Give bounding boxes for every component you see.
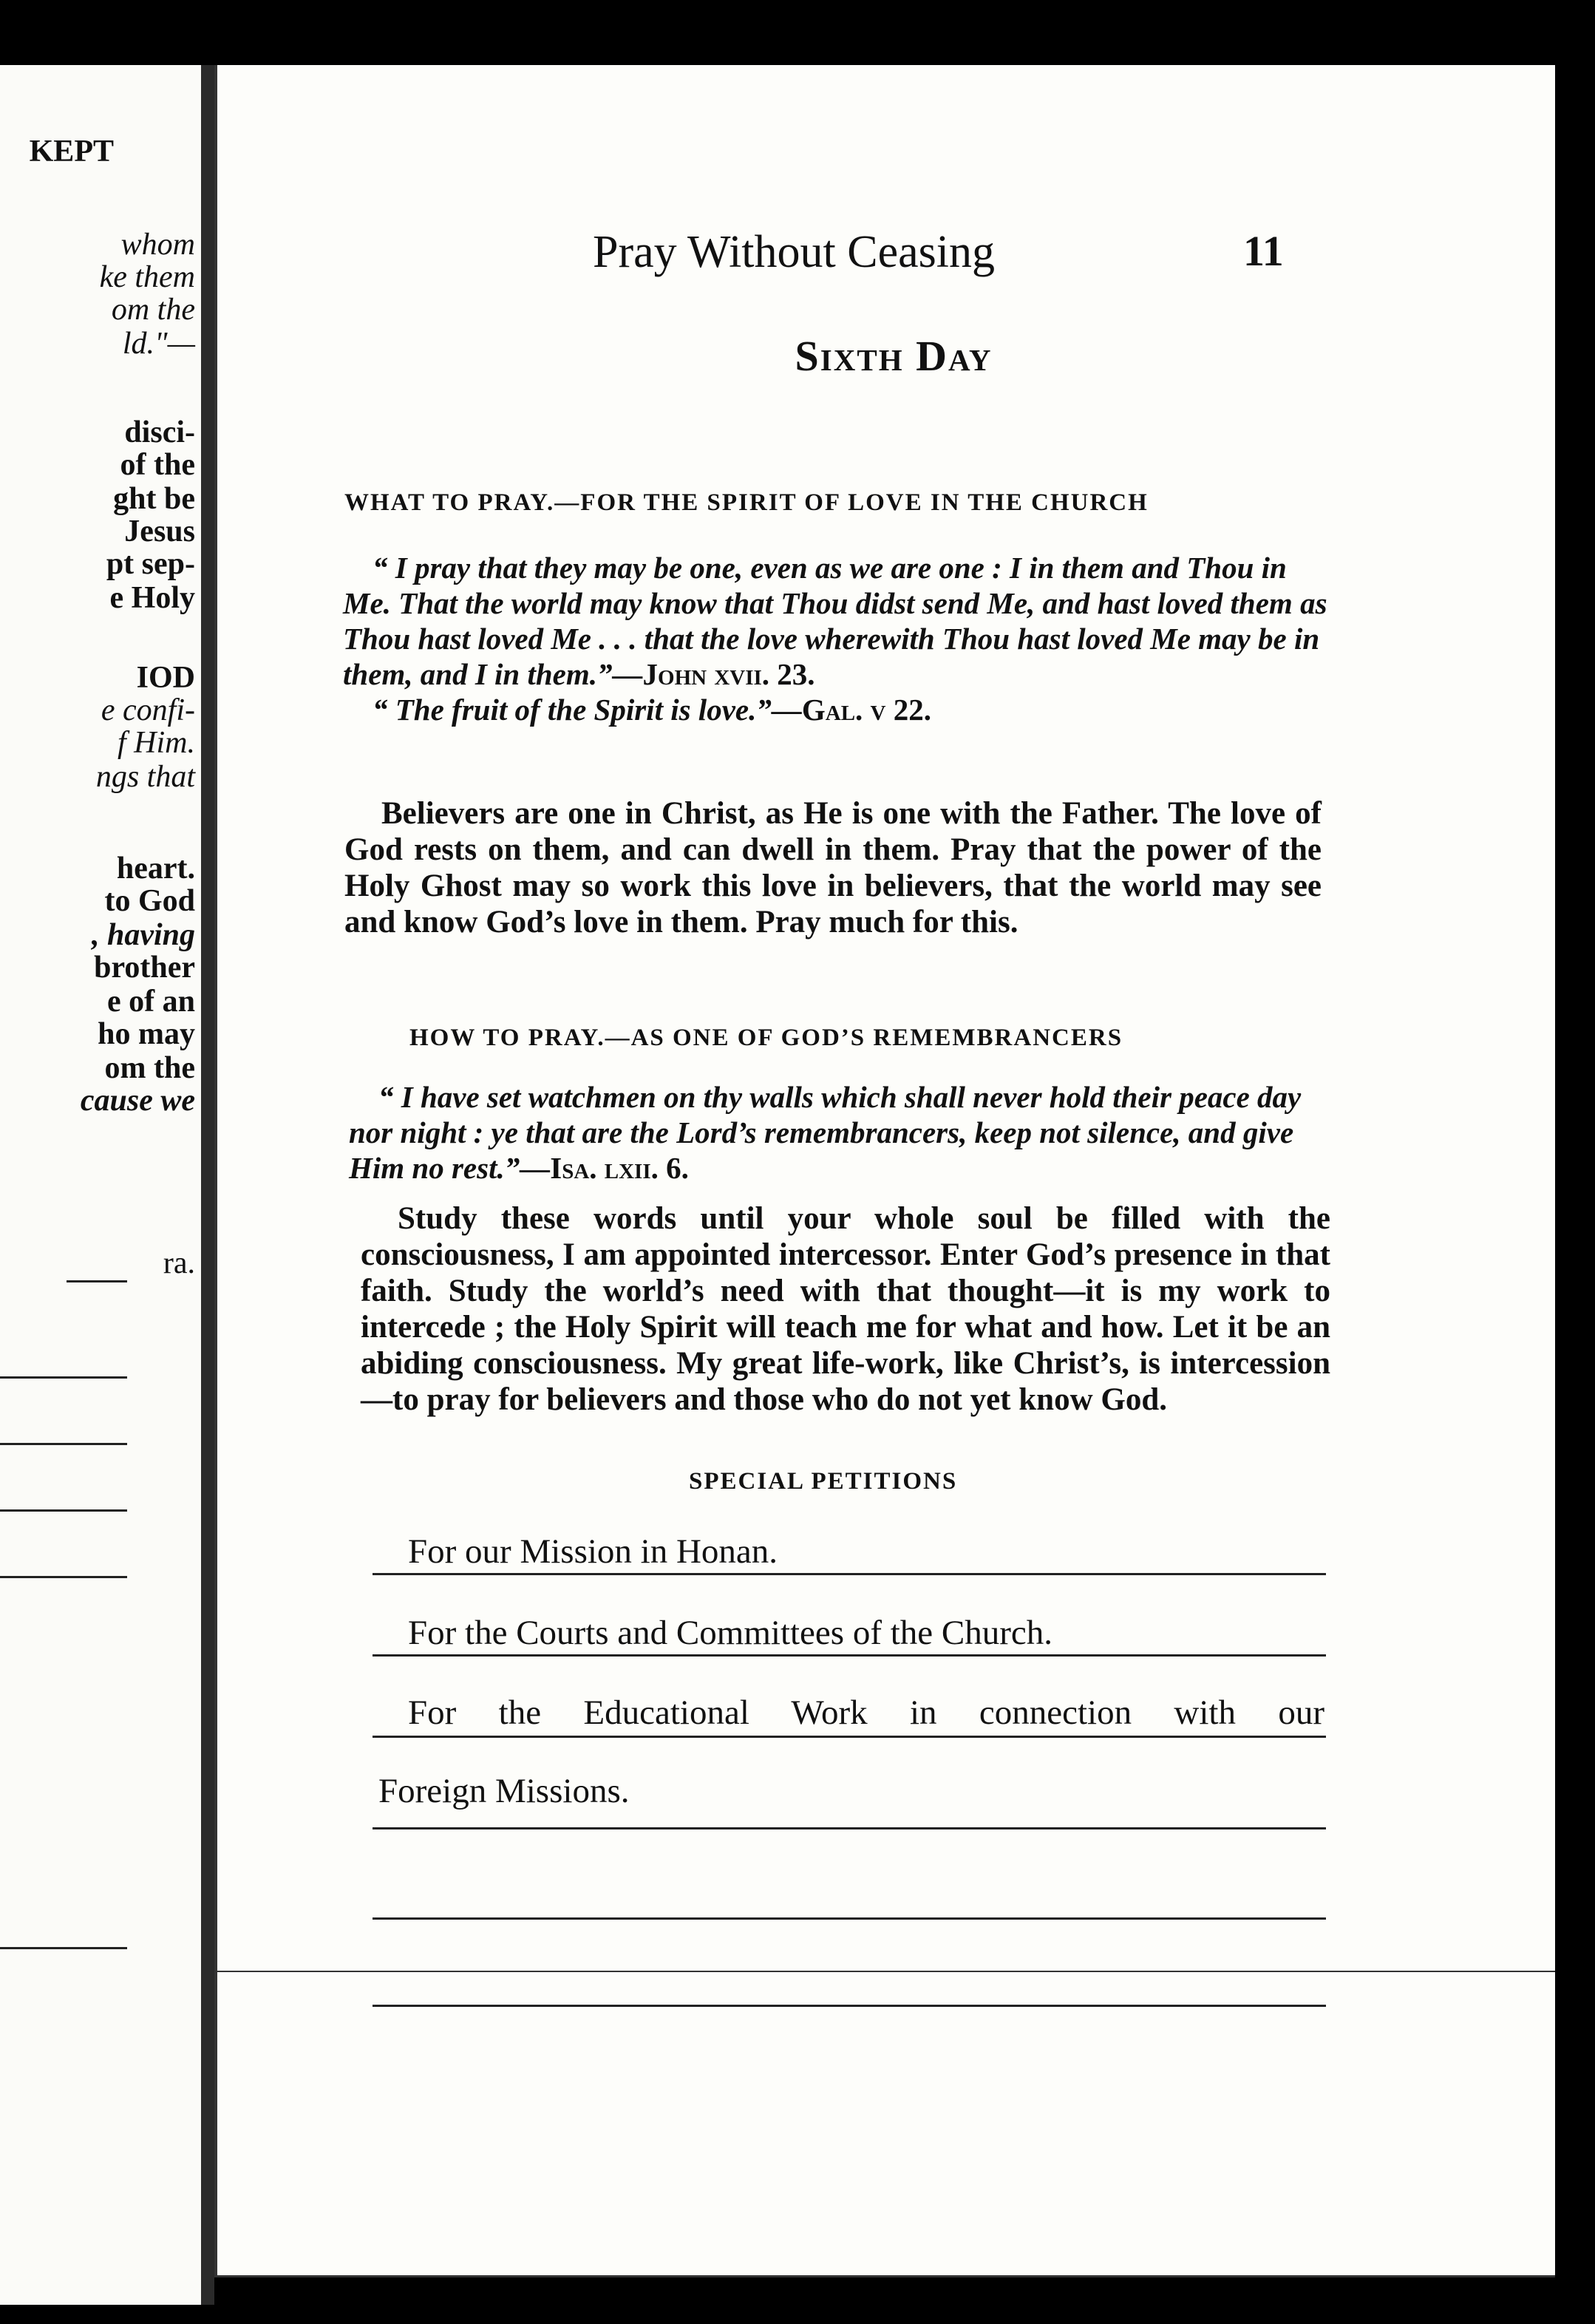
petition-write-line [373,1654,1326,1657]
fragment-line: om the [104,1051,195,1085]
scripture-reference: John xvii. 23. [642,657,815,691]
fragment-write-line [67,1280,127,1282]
fragment-write-line [0,1947,127,1949]
fragment-line: e Holy [109,581,195,615]
fragment-line: e of an [107,985,195,1019]
quote-text: “ I pray that they may be one, even as we are one : I in them and Thou in Me. That the world may know that Thou didst send Me, and hast loved them as Thou hast loved Me . . . that the love wherewith Thou hast loved Me may be in them, and I in them.”— [343,551,1327,691]
fragment-line: IOD [136,661,195,695]
scripture-quote-isaiah [349,1079,1347,1186]
fragment-write-line [0,1576,127,1578]
scripture-reference: Isa. lxii. 6. [550,1151,689,1185]
fragment-line: ngs that [95,760,195,794]
petition-line: For the Educational Work in connection with our [408,1693,1324,1732]
petition-write-line [373,1736,1326,1738]
book-gutter [201,65,214,2305]
fragment-line: e confi- [101,693,195,727]
quote-text: “ The fruit of the Spirit is love.”— [373,693,802,727]
fragment-line: of the [120,448,195,482]
fragment-line: om the [111,293,195,327]
page [214,65,1555,2277]
what-to-pray-body: Believers are one in Christ, as He is one with the Father. The love of God rests on them, and can dwell in them. Pray that the power of the Holy Ghost may so work this love in believers, that the world may see and know God’s love in them. Pray much for this. [344,796,1322,940]
fragment-line: heart. [116,852,195,886]
fragment-line: ho may [98,1017,195,1051]
scripture-quote-john [343,550,1341,727]
running-head: Pray Without Ceasing [593,227,995,277]
fragment-write-line [0,1443,127,1445]
fragment-line: disci- [124,415,195,449]
previous-page-fragment [0,65,201,2305]
fragment-line: KEPT [29,135,114,169]
special-petitions-heading: SPECIAL PETITIONS [689,1468,958,1495]
fragment-line: , having [91,918,195,952]
page-rule [217,1971,1555,1972]
fragment-line: pt sep- [106,547,195,581]
how-to-pray-body: Study these words until your whole soul be filled with the consciousness, I am appointed intercessor. Enter God’s presence in that faith. Study the world’s need with that thought—it is my work to intercede ; the Holy Spirit will teach me for what and how. Let it be an abiding consciousness. My great life-work, like Christ’s, is intercession—to pray for believers and those who do not yet know God. [361,1201,1330,1417]
fragment-line: brother [94,951,195,985]
petition-write-line [373,1573,1326,1575]
fragment-line: f Him. [118,726,195,760]
how-to-pray-heading: HOW TO PRAY.—AS ONE OF GOD’S REMEMBRANCERS [409,1025,1123,1051]
fragment-line: to God [104,884,195,918]
petition-write-line [373,2005,1326,2007]
page-number: 11 [1243,227,1284,275]
fragment-line: cause we [80,1084,195,1118]
petition-write-line [373,1827,1326,1829]
fragment-line: ght be [113,482,195,516]
scripture-reference: Gal. v 22. [801,693,931,727]
petition-line: Foreign Missions. [378,1772,630,1810]
quote-text: “ I have set watchmen on thy walls which shall never hold their peace day nor night : ye that are the Lord’s remembrancers, keep not silence, and give Him no rest.”— [349,1080,1302,1185]
fragment-line: Jesus [124,514,195,548]
fragment-line: whom [120,228,195,262]
fragment-line: ke them [99,260,195,294]
fragment-line: ld."— [122,327,195,361]
fragment-line: ra. [163,1246,195,1280]
fragment-write-line [0,1376,127,1379]
petition-line: For our Mission in Honan. [408,1532,778,1571]
petition-line: For the Courts and Committees of the Church. [408,1614,1053,1652]
fragment-write-line [0,1509,127,1512]
petition-write-line [373,1917,1326,1920]
day-title: Sixth Day [795,332,993,380]
what-to-pray-heading: WHAT TO PRAY.—FOR THE SPIRIT OF LOVE IN THE CHURCH [344,489,1149,516]
